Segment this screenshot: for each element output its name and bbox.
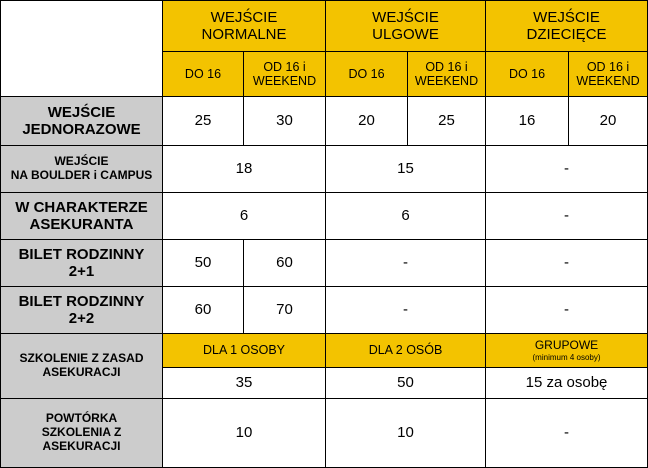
header-row-groups [1, 1, 648, 52]
sub-header-od16 [569, 52, 648, 97]
row-label-line2: 2+1 [68, 263, 95, 280]
price-cell: 16 [486, 97, 569, 146]
sub-header-do16: DO 16 [163, 52, 244, 97]
row-label-line1: W CHARAKTERZE [15, 198, 148, 216]
row-rodzinny-2-2 [1, 287, 648, 334]
price-cell: - [486, 399, 648, 468]
sub-header-od16-line2: WEEKEND [576, 74, 640, 88]
option-group [486, 334, 648, 368]
header-normalne [163, 1, 326, 52]
price-cell: 50 [326, 368, 486, 399]
header-ulgowe [326, 1, 486, 52]
price-cell: 70 [244, 287, 326, 334]
price-cell: 20 [569, 97, 648, 146]
sub-header-od16-line2: WEEKEND [414, 74, 479, 88]
row-label-szkolenie [1, 334, 163, 399]
header-dzieciece [486, 1, 648, 52]
price-cell: 15 za osobę [486, 368, 648, 399]
price-cell: - [486, 193, 648, 240]
price-cell: 60 [163, 287, 244, 334]
header-dzieciece-line1: WEJŚCIE [533, 8, 600, 26]
price-cell: 6 [163, 193, 326, 240]
price-cell: 60 [244, 240, 326, 287]
header-ulgowe-line2: ULGOWE [372, 26, 439, 43]
row-rodzinny-2-1 [1, 240, 648, 287]
row-label-rodzinny-2-1 [1, 240, 163, 287]
row-label-powtorka [1, 399, 163, 468]
row-label-boulder [1, 146, 163, 193]
price-cell: 35 [163, 368, 326, 399]
row-label-line3: ASEKURACJI [42, 438, 121, 453]
header-ulgowe-line1: WEJŚCIE [372, 8, 439, 26]
row-label-rodzinny-2-2 [1, 287, 163, 334]
row-label-jednorazowe [1, 97, 163, 146]
sub-header-od16-line1: OD 16 i [586, 59, 630, 74]
row-label-line2: 2+2 [68, 310, 95, 327]
price-cell: 25 [408, 97, 486, 146]
row-label-line1: POWTÓRKA [45, 411, 118, 426]
price-cell: - [326, 240, 486, 287]
row-szkolenie-options [1, 334, 648, 368]
price-cell: 30 [244, 97, 326, 146]
header-normalne-line1: WEJŚCIE [210, 8, 278, 26]
sub-header-od16 [244, 52, 326, 97]
row-label-line1: WEJŚCIE [54, 154, 109, 169]
price-cell: - [326, 287, 486, 334]
row-label-line2: ASEKURANTA [29, 216, 134, 233]
option-group-title: GRUPOWE [534, 338, 599, 352]
price-cell: 10 [163, 399, 326, 468]
price-cell: - [486, 240, 648, 287]
price-cell: - [486, 287, 648, 334]
option-group-note: (minimum 4 osoby) [532, 352, 601, 362]
row-label-line1: WEJŚCIE [47, 103, 116, 121]
price-cell: 20 [326, 97, 408, 146]
price-cell: 25 [163, 97, 244, 146]
option-two-persons: DLA 2 OSÓB [326, 334, 486, 368]
row-boulder [1, 146, 648, 193]
option-one-person: DLA 1 OSOBY [163, 334, 326, 368]
row-powtorka [1, 399, 648, 468]
row-label-line2: JEDNORAZOWE [22, 121, 141, 138]
header-normalne-line2: NORMALNE [201, 26, 287, 43]
price-cell: 10 [326, 399, 486, 468]
sub-header-od16 [408, 52, 486, 97]
row-label-line1: BILET RODZINNY [18, 292, 145, 310]
sub-header-do16: DO 16 [486, 52, 569, 97]
price-cell: 15 [326, 146, 486, 193]
row-label-line2: NA BOULDER i CAMPUS [10, 168, 153, 182]
row-label-asekurant [1, 193, 163, 240]
row-label-line2: ASEKURACJI [42, 365, 121, 379]
header-dzieciece-line2: DZIECIĘCE [526, 26, 607, 43]
sub-header-od16-line1: OD 16 i [263, 59, 306, 74]
row-asekurant [1, 193, 648, 240]
row-jednorazowe [1, 97, 648, 146]
price-cell: - [486, 146, 648, 193]
sub-header-do16: DO 16 [326, 52, 408, 97]
row-label-line2: SZKOLENIA Z [41, 425, 122, 440]
price-cell: 6 [326, 193, 486, 240]
row-label-line1: BILET RODZINNY [18, 245, 145, 263]
corner-cell [1, 1, 163, 97]
sub-header-od16-line1: OD 16 i [425, 59, 468, 74]
price-cell: 18 [163, 146, 326, 193]
price-cell: 50 [163, 240, 244, 287]
sub-header-od16-line2: WEEKEND [252, 74, 317, 88]
row-label-line1: SZKOLENIE Z ZASAD [19, 351, 144, 366]
